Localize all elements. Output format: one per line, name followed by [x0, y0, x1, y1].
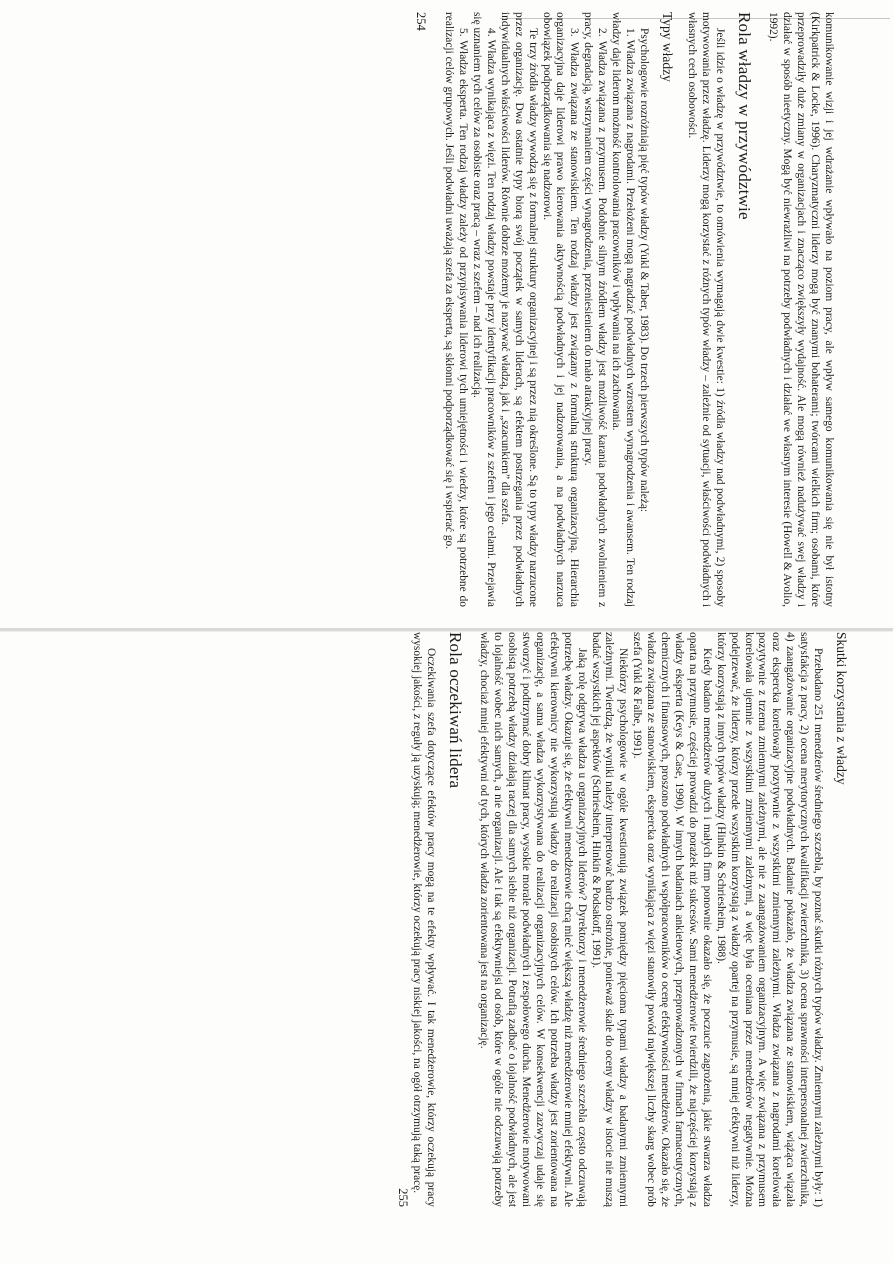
paragraph: 2. Władza związana z przymusem. Podobnie silnym źródłem władzy jest możliwość karania podwładnych zwolnieniem z pracy, degradacją, wstrzymaniem części wynagrodzenia, przeniesieniem do mało atrakcyjnej pracy.	[582, 12, 609, 607]
paragraph: 3. Władza związana ze stanowiskiem. Ten rodzaj władzy jest związany z formalną strukturą organizacyjną. Hierarchia organizacyjna daje liderowi prawo kierowania aktywnością podwładnych i jej nadzorowania, a na podwładnych narzuca obowiązek podporządkowania się nadzorowi.	[540, 12, 581, 607]
paragraph: Psychologowie rozróżniają pięć typów władzy (Yukl & Taber, 1983). Do trzech pierwszych typów należą:	[637, 28, 650, 513]
subsection-heading-typy-wladzy: Typy władzy	[659, 12, 675, 82]
page-255	[18, 632, 848, 1207]
paragraph: Te trzy źródła władzy wywodzą się z formalnej struktury organizacyjnej i są przez nią określone. Są to typy władzy narzucone przez organizację. Dwa ostatnie typy biorą swój początek w samych liderach, są efektem postrzegania przez podwładnych indywidualnych właściwości liderów. Równie dobrze możemy je nazywać władzą, jak i „szacunkiem” dla szefa.	[498, 12, 539, 607]
paragraph: Jaką rolę odgrywa władza u organizacyjnych liderów? Dyrektorzy i menedżerowie średniego szczebla często odczuwają potrzebę władzy. Okazuje się, że efektywni menedżerowie chcą mieć większą władzę niż menedżerowie mniej efektywni. Ale efektywni kierownicy nie wykorzystują władzy do realizacji osobistych celów. Ich potrzeba władzy jest zorientowana na organizację, a sama władza wykorzystywana do realizacji organizacyjnych celów. W konsekwencji zazwyczaj udaje się stworzyć i podtrzymać dobry klimat pracy, wysokie morale podwładnych i zespołowego ducha. Menedżerowie motywowani osobistą potrzebą władzy działają raczej dla samych siebie niż organizacji. Potrafią zadbać o lojalność podwładnych, ale jest to lojalność wobec nich samych, a nie organizacji. Ale i tak są efektywniejsi od osób, które w ogóle nie odczuwają potrzeby władzy, chociaż mniej efektywni od tych, których władza zorientowana jest na organizację.	[478, 632, 588, 1207]
paragraph: Kiedy badano menedżerów dużych i małych firm ponownie okazało się, że poczucie zagrożenia, jakie stwarza władza oparta na przymusie, częściej prowadzi do porażek niż sukcesów. Sami menedżerowie twierdzili, że najczęściej korzystają z władzy eksperta (Keys & Case, 1990). W innych badaniach ankietowych, przeprowadzonych w firmach farmaceutycznych, chemicznych i finansowych, proszono podwładnych i współpracowników o ocenę efektywności menedżerów. Okazało się, że władza związana ze stanowiskiem, ekspercka oraz wynikająca z więzi stanowiły powód największej liczby skarg wobec prób szefa (Yukl & Falbe, 1991).	[631, 632, 713, 1207]
page-254	[25, 12, 835, 607]
paragraph: Niektórzy psychologowie w ogóle kwestionują związek pomiędzy pięcioma typami władzy a badanymi zmiennymi zależnymi. Twierdzą, że wyniki należy interpretować bardzo ostrożnie, ponieważ skale do oceny władzy w istocie nie muszą badać wszystkich jej aspektów (Schriesheim, Hinkin & Podsakoff, 1991).	[589, 632, 630, 1207]
section-heading-rola-wladzy: Rola władzy w przywództwie	[735, 12, 755, 220]
section-heading-skutki: Skutki korzystania z władzy	[834, 632, 849, 785]
paragraph: komunikowanie wizji i jej wdrażanie wpływało na poziom pracy, ale wpływ samego komunikowania się nie był istotny (Kirkpatrick & Locke, 1996). Charyzmatyczni liderzy mogą być znanymi bohaterami; twórcami wielkich firm; osobami, które przeprowadziły duże zmiany w organizacjach i znacząco zwiększyły wydajność. Ale mogą również nadużywać swej władzy i działać w sposób nieetyczny. Mogą być niewrażliwi na potrzeby podwładnych i działać we własnym interesie (Howell & Avolio, 1992).	[767, 12, 835, 607]
page-number: 255	[395, 1188, 410, 1207]
paragraph: 4. Władza wynikająca z więzi. Ten rodzaj władzy powstaje przy identyfikacji pracowników z szefem i jego celami. Przejawia się uznaniem tych celów za osobiste oraz pracą – wraz z szefem – nad ich realizacją.	[471, 12, 497, 607]
paragraph: Jeśli idzie o władzę w przywództwie, to omówienia wymagają dwie kwestie: 1) źródła władzy nad podwładnymi, 2) sposoby motywowania przez władzę. Liderzy mogą korzystać z różnych typów władzy – zależnie od sytuacji, właściwości podwładnych i własnych cech osobowości.	[685, 12, 726, 607]
section-heading-rola-oczekiwan: Rola oczekiwań lidera	[446, 632, 466, 789]
paragraph: 1. Władza związana z nagrodami. Przełożeni mogą nagradzać podwładnych wzrostem wynagrodzenia i awansem. Ten rodzaj władzy daje liderom możność kontrolowania pracowników i wpływania na ich zachowania.	[610, 12, 637, 607]
page-number: 254	[414, 12, 429, 31]
paragraph: Przebadano 251 menedżerów średniego szczebla, by poznać skutki różnych typów władzy. Zmiennymi zależnymi były: 1) satysfakcja z pracy, 2) ocena merytorycznych kwalifikacji zwierzchnika, 3) ocena sprawności interpersonalnej zwierzchnika, 4) zaangażowanie organizacyjne podwładnych. Badanie pokazało, że władza związana ze stanowiskiem, wiążąca wiązała oraz ekspercka korelowały pozytywnie z wszystkimi zmiennymi zależnymi. Władza związana z nagrodami korelowała pozytywnie z trzema zmiennymi zależnymi, ale nie z zaangażowaniem organizacyjnym. A więc związana z przymusem korelowała ujemnie z wszystkimi zmiennymi zależnymi, a więc była oceniana przez menedżerów negatywnie. Można podejrzewać, że liderzy, którzy przede wszystkim korzystają z władzy opartej na przymusie, są mniej efektywni niż liderzy, którzy korzystają z innych typów władzy (Hinkin & Schriesheim, 1988).	[714, 632, 825, 1207]
paragraph: Oczekiwania szefa dotyczące efektów pracy mogą na te efekty wpływać. I tak menedżerowie, którzy oczekują pracy wysokiej jakości, z reguły ją uzyskują; menedżerowie, którzy oczekują pracy niskiej jakości, na ogół otrzymują taką pracę.	[410, 632, 437, 1207]
paragraph: 5. Władza eksperta. Ten rodzaj władzy zależy od przypisywania liderowi tych umiejętności i wiedzy, które są potrzebne do realizacji celów grupowych. Jeśli podwładni uważają szefa za eksperta, są skłonni podporządkować się i wspierać go.	[443, 12, 470, 607]
